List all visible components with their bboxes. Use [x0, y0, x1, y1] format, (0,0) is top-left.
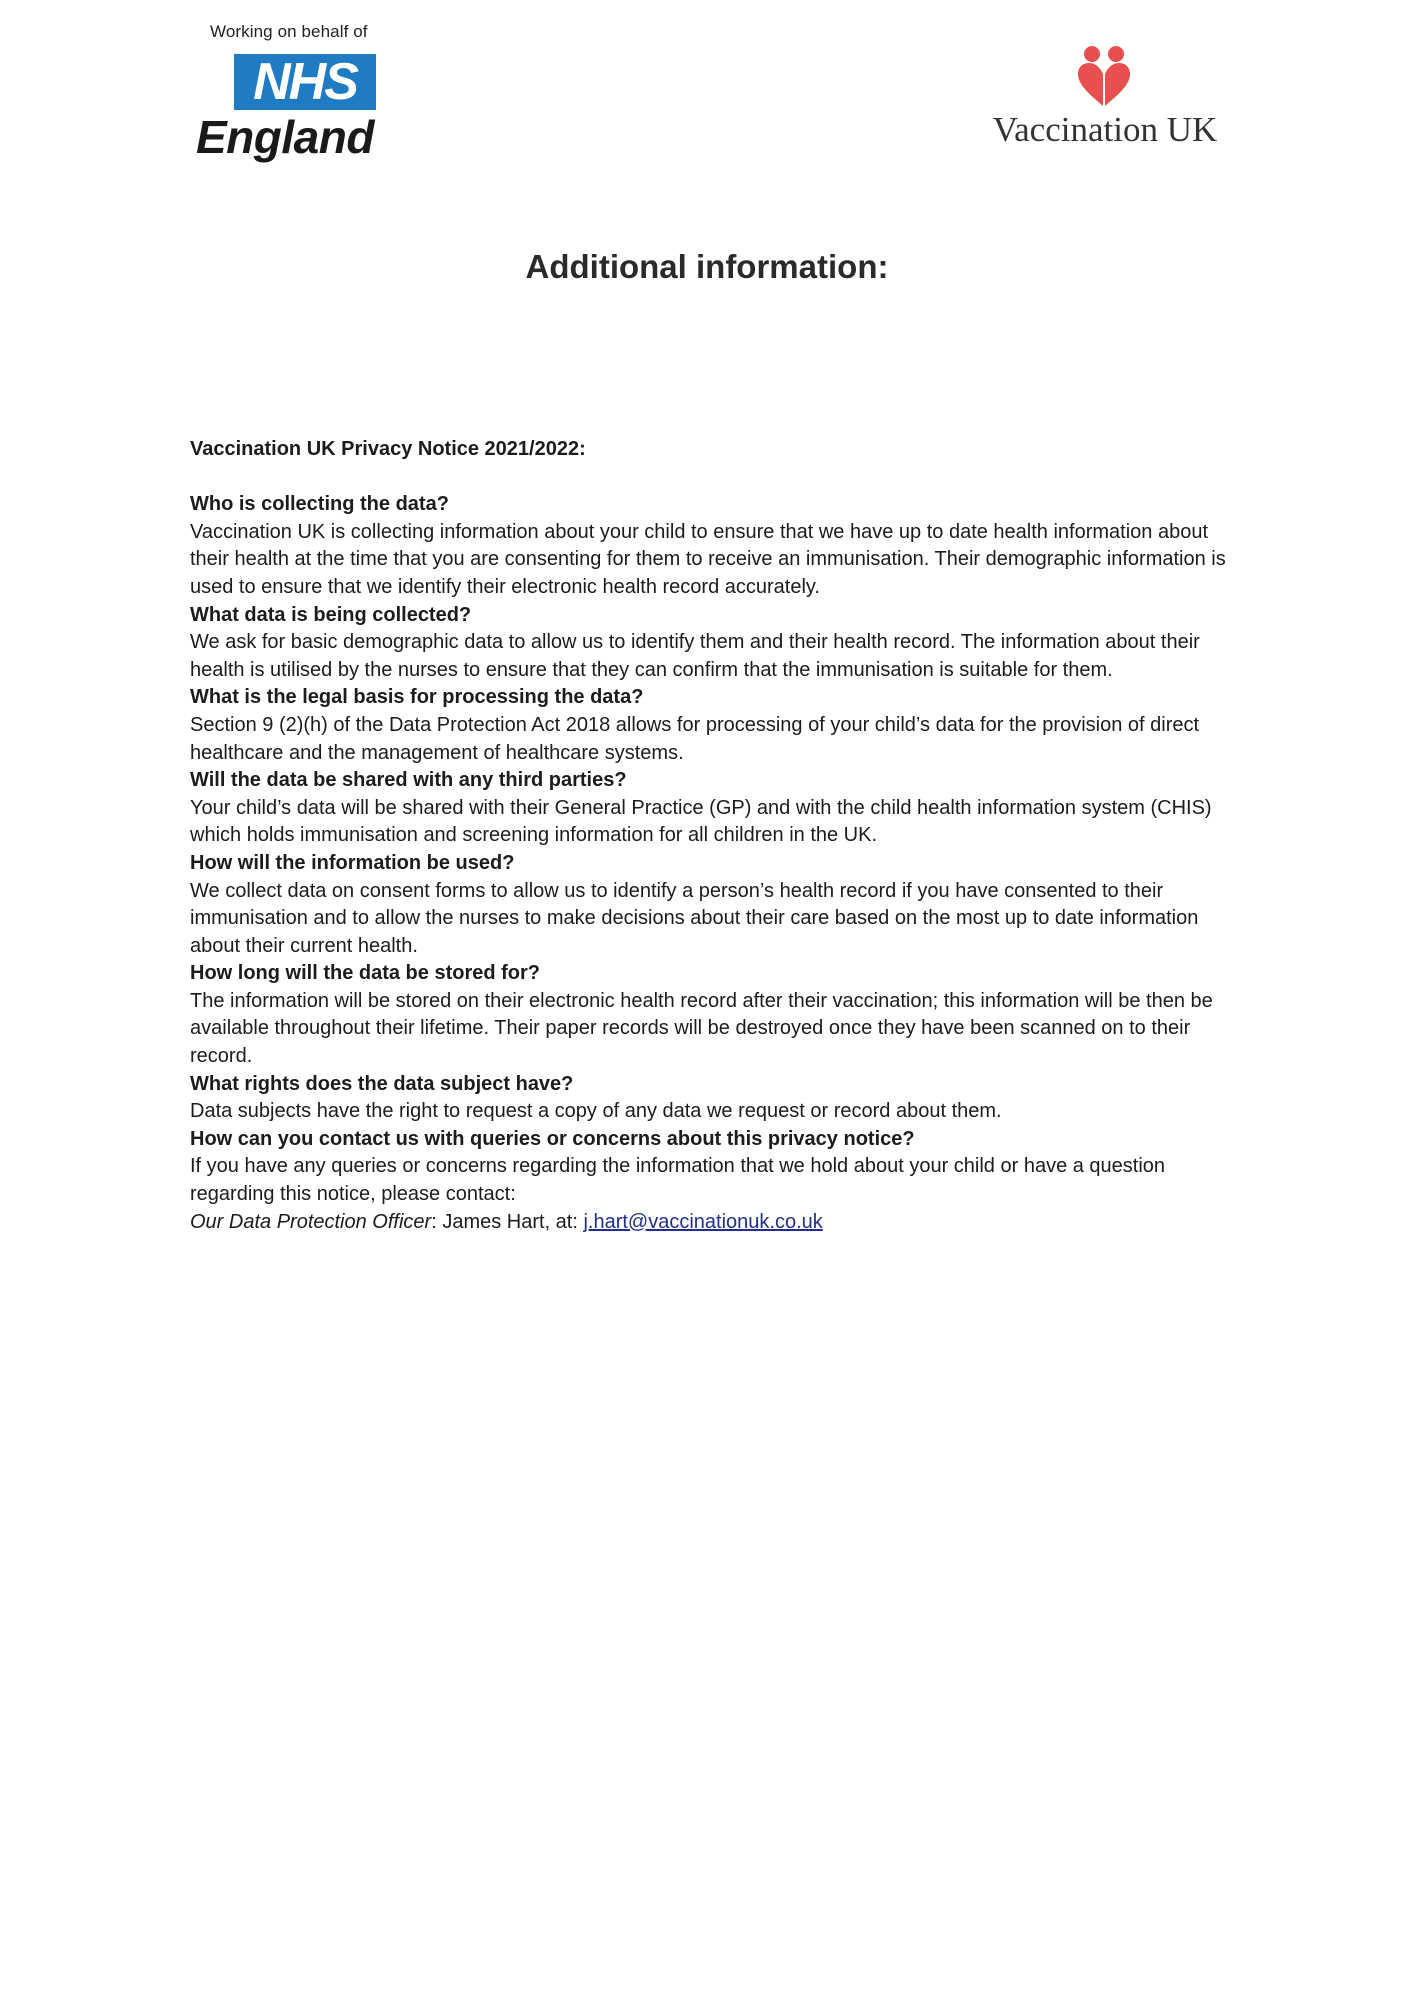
section-answer: If you have any queries or concerns regarding the information that we hold about your child or have a question regarding this notice, please contact:	[190, 1155, 1166, 1206]
section-question: Who is collecting the data?	[190, 493, 449, 516]
page-title: Additional information:	[525, 248, 889, 285]
section-question: How will the information be used?	[190, 851, 515, 874]
section-question: What rights does the data subject have?	[190, 1072, 574, 1095]
section-question: How can you contact us with queries or concerns about this privacy notice?	[190, 1127, 915, 1150]
nhs-logo-text: NHS	[253, 53, 357, 111]
section-question: What is the legal basis for processing the data?	[190, 686, 644, 709]
nhs-logo-box	[234, 54, 376, 110]
dpo-label: Our Data Protection Officer	[190, 1210, 432, 1233]
nhs-england-logo	[192, 22, 382, 163]
dpo-contact-line	[190, 1209, 1230, 1237]
section-answer: Vaccination UK is collecting information about your child to ensure that we have up to date health information about their health at the time that you are consenting for them to receive an immunisation. Their demographic information is used to ensure that we identify their electronic health record accurately.	[190, 520, 1226, 598]
nhs-working-on-behalf-text: Working on behalf of	[210, 22, 368, 41]
vaccination-uk-logo	[990, 40, 1220, 150]
section-question: What data is being collected?	[190, 603, 472, 626]
section-answer: We ask for basic demographic data to allow us to identify them and their health record. The information about their health is utilised by the nurses to ensure that they can confirm that the immunisation is suitable for them.	[190, 631, 1200, 681]
section-answer: Data subjects have the right to request a copy of any data we request or record about them.	[190, 1100, 1002, 1123]
section-answer: Your child’s data will be shared with their General Practice (GP) and with the child health information system (CHIS) which holds immunisation and screening information for all children in the UK.	[190, 796, 1212, 847]
section-answer: Section 9 (2)(h) of the Data Protection Act 2018 allows for processing of your child’s data for the provision of direct healthcare and the management of healthcare systems.	[190, 713, 1200, 764]
dpo-email-link[interactable]: j.hart@vaccinationuk.co.uk	[583, 1210, 823, 1233]
nhs-region-text: England	[196, 111, 374, 163]
dpo-name: : James Hart, at:	[431, 1210, 584, 1233]
section-question: Will the data be shared with any third parties?	[190, 769, 627, 792]
section-question: How long will the data be stored for?	[190, 962, 541, 985]
section-answer: We collect data on consent forms to allow us to identify a person’s health record if you have consented to their immunisation and to allow the nurses to make decisions about their care based on the most up to date information about their current health.	[190, 879, 1199, 957]
privacy-notice-heading: Vaccination UK Privacy Notice 2021/2022:	[190, 438, 586, 460]
section-answer: The information will be stored on their electronic health record after their vaccination; this information will be then be available throughout their lifetime. Their paper records will be destroyed once they have been scanned on to their record.	[190, 989, 1213, 1068]
two-people-heart-icon	[1070, 44, 1140, 110]
vaccination-uk-name: Vaccination UK	[992, 110, 1218, 149]
privacy-notice	[190, 436, 1230, 1236]
